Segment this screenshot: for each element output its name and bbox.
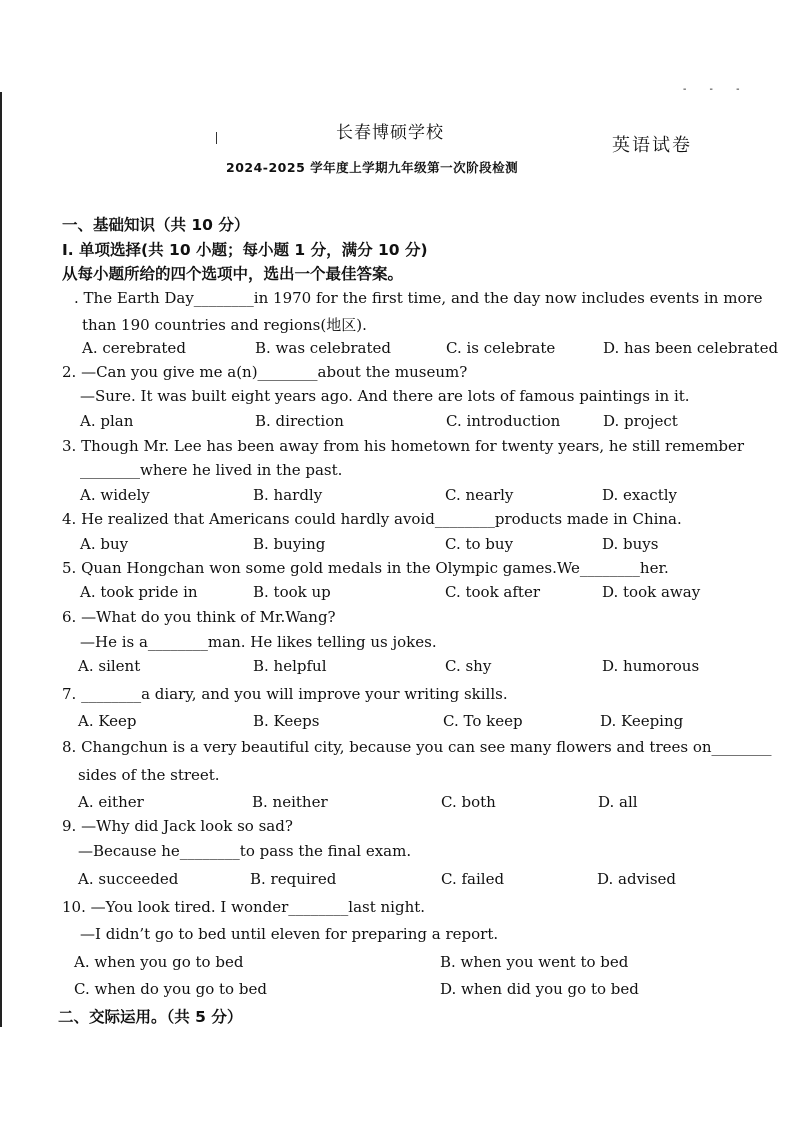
- q5-option-b[interactable]: B. took up: [253, 583, 331, 601]
- section-2-title: 二、交际运用。（共 5 分）: [58, 1008, 243, 1026]
- q8-option-c[interactable]: C. both: [441, 793, 496, 811]
- section-1-title: 一、基础知识（共 10 分）: [62, 216, 250, 234]
- instruction-text: 从每小题所给的四个选项中，选出一个最佳答案。: [62, 265, 404, 283]
- school-name: 长春博硕学校: [336, 123, 444, 143]
- q3-option-c[interactable]: C. nearly: [445, 486, 514, 504]
- q5-option-d[interactable]: D. took away: [602, 583, 701, 601]
- q6-option-a[interactable]: A. silent: [78, 657, 141, 675]
- question-8-line-2: sides of the street.: [78, 766, 220, 784]
- q4-option-d[interactable]: D. buys: [602, 535, 659, 553]
- q10-option-c[interactable]: C. when do you go to bed: [74, 980, 267, 998]
- q1-option-b[interactable]: B. was celebrated: [255, 339, 391, 357]
- question-10-line-1: 10. —You look tired. I wonder________last night.: [62, 898, 426, 916]
- question-9-line-2: —Because he________to pass the final exam.: [78, 842, 412, 860]
- q10-option-a[interactable]: A. when you go to bed: [74, 953, 244, 971]
- corner-marks: - - -: [683, 84, 750, 95]
- q9-option-a[interactable]: A. succeeded: [78, 870, 179, 888]
- question-3-line-2: ________where he lived in the past.: [80, 461, 343, 479]
- q2-option-a[interactable]: A. plan: [80, 412, 134, 430]
- q8-option-b[interactable]: B. neither: [252, 793, 328, 811]
- part-1-title: I. 单项选择(共 10 小题；每小题 1 分，满分 10 分): [62, 241, 428, 259]
- q10-option-b[interactable]: B. when you went to bed: [440, 953, 629, 971]
- question-2-line-1: 2. —Can you give me a(n)________about the museum?: [62, 363, 468, 381]
- question-9-line-1: 9. —Why did Jack look so sad?: [62, 817, 293, 835]
- page-edge-line: [0, 92, 2, 1027]
- question-5-line-1: 5. Quan Hongchan won some gold medals in the Olympic games.We________her.: [62, 559, 669, 577]
- question-2-line-2: —Sure. It was built eight years ago. And there are lots of famous paintings in it.: [80, 387, 690, 405]
- q3-option-b[interactable]: B. hardly: [253, 486, 323, 504]
- q3-option-a[interactable]: A. widely: [80, 486, 150, 504]
- q2-option-b[interactable]: B. direction: [255, 412, 344, 430]
- q7-option-a[interactable]: A. Keep: [78, 712, 137, 730]
- question-10-line-2: —I didn’t go to bed until eleven for preparing a report.: [80, 925, 499, 943]
- question-1-line-2: than 190 countries and regions(地区).: [82, 316, 367, 334]
- subject-title: 英语试卷: [612, 135, 692, 156]
- q9-option-d[interactable]: D. advised: [597, 870, 677, 888]
- q5-option-c[interactable]: C. took after: [445, 583, 540, 601]
- q1-option-d[interactable]: D. has been celebrated: [603, 339, 779, 357]
- q4-option-b[interactable]: B. buying: [253, 535, 326, 553]
- exam-subtitle: 2024-2025 学年度上学期九年级第一次阶段检测: [226, 160, 519, 175]
- q2-option-d[interactable]: D. project: [603, 412, 678, 430]
- q8-option-a[interactable]: A. either: [78, 793, 144, 811]
- q6-option-b[interactable]: B. helpful: [253, 657, 327, 675]
- q6-option-c[interactable]: C. shy: [445, 657, 492, 675]
- q7-option-d[interactable]: D. Keeping: [600, 712, 684, 730]
- q8-option-d[interactable]: D. all: [598, 793, 638, 811]
- q9-option-c[interactable]: C. failed: [441, 870, 505, 888]
- q5-option-a[interactable]: A. took pride in: [80, 583, 198, 601]
- question-3-line-1: 3. Though Mr. Lee has been away from his hometown for twenty years, he still remember: [62, 437, 745, 455]
- q2-option-c[interactable]: C. introduction: [446, 412, 561, 430]
- q6-option-d[interactable]: D. humorous: [602, 657, 700, 675]
- question-1-line-1: . The Earth Day________in 1970 for the first time, and the day now includes events in more: [74, 289, 763, 307]
- q4-option-c[interactable]: C. to buy: [445, 535, 514, 553]
- q4-option-a[interactable]: A. buy: [80, 535, 129, 553]
- question-8-line-1: 8. Changchun is a very beautiful city, because you can see many flowers and trees on________: [62, 738, 772, 756]
- q7-option-b[interactable]: B. Keeps: [253, 712, 320, 730]
- question-7-line-1: 7. ________a diary, and you will improve your writing skills.: [62, 685, 508, 703]
- q7-option-c[interactable]: C. To keep: [443, 712, 523, 730]
- question-6-line-1: 6. —What do you think of Mr.Wang?: [62, 608, 336, 626]
- scan-mark: [216, 132, 217, 144]
- question-4-line-1: 4. He realized that Americans could hardly avoid________products made in China.: [62, 510, 682, 528]
- q9-option-b[interactable]: B. required: [250, 870, 337, 888]
- q1-option-a[interactable]: A. cerebrated: [82, 339, 186, 357]
- q1-option-c[interactable]: C. is celebrate: [446, 339, 556, 357]
- q10-option-d[interactable]: D. when did you go to bed: [440, 980, 639, 998]
- q3-option-d[interactable]: D. exactly: [602, 486, 678, 504]
- question-6-line-2: —He is a________man. He likes telling us jokes.: [80, 633, 437, 651]
